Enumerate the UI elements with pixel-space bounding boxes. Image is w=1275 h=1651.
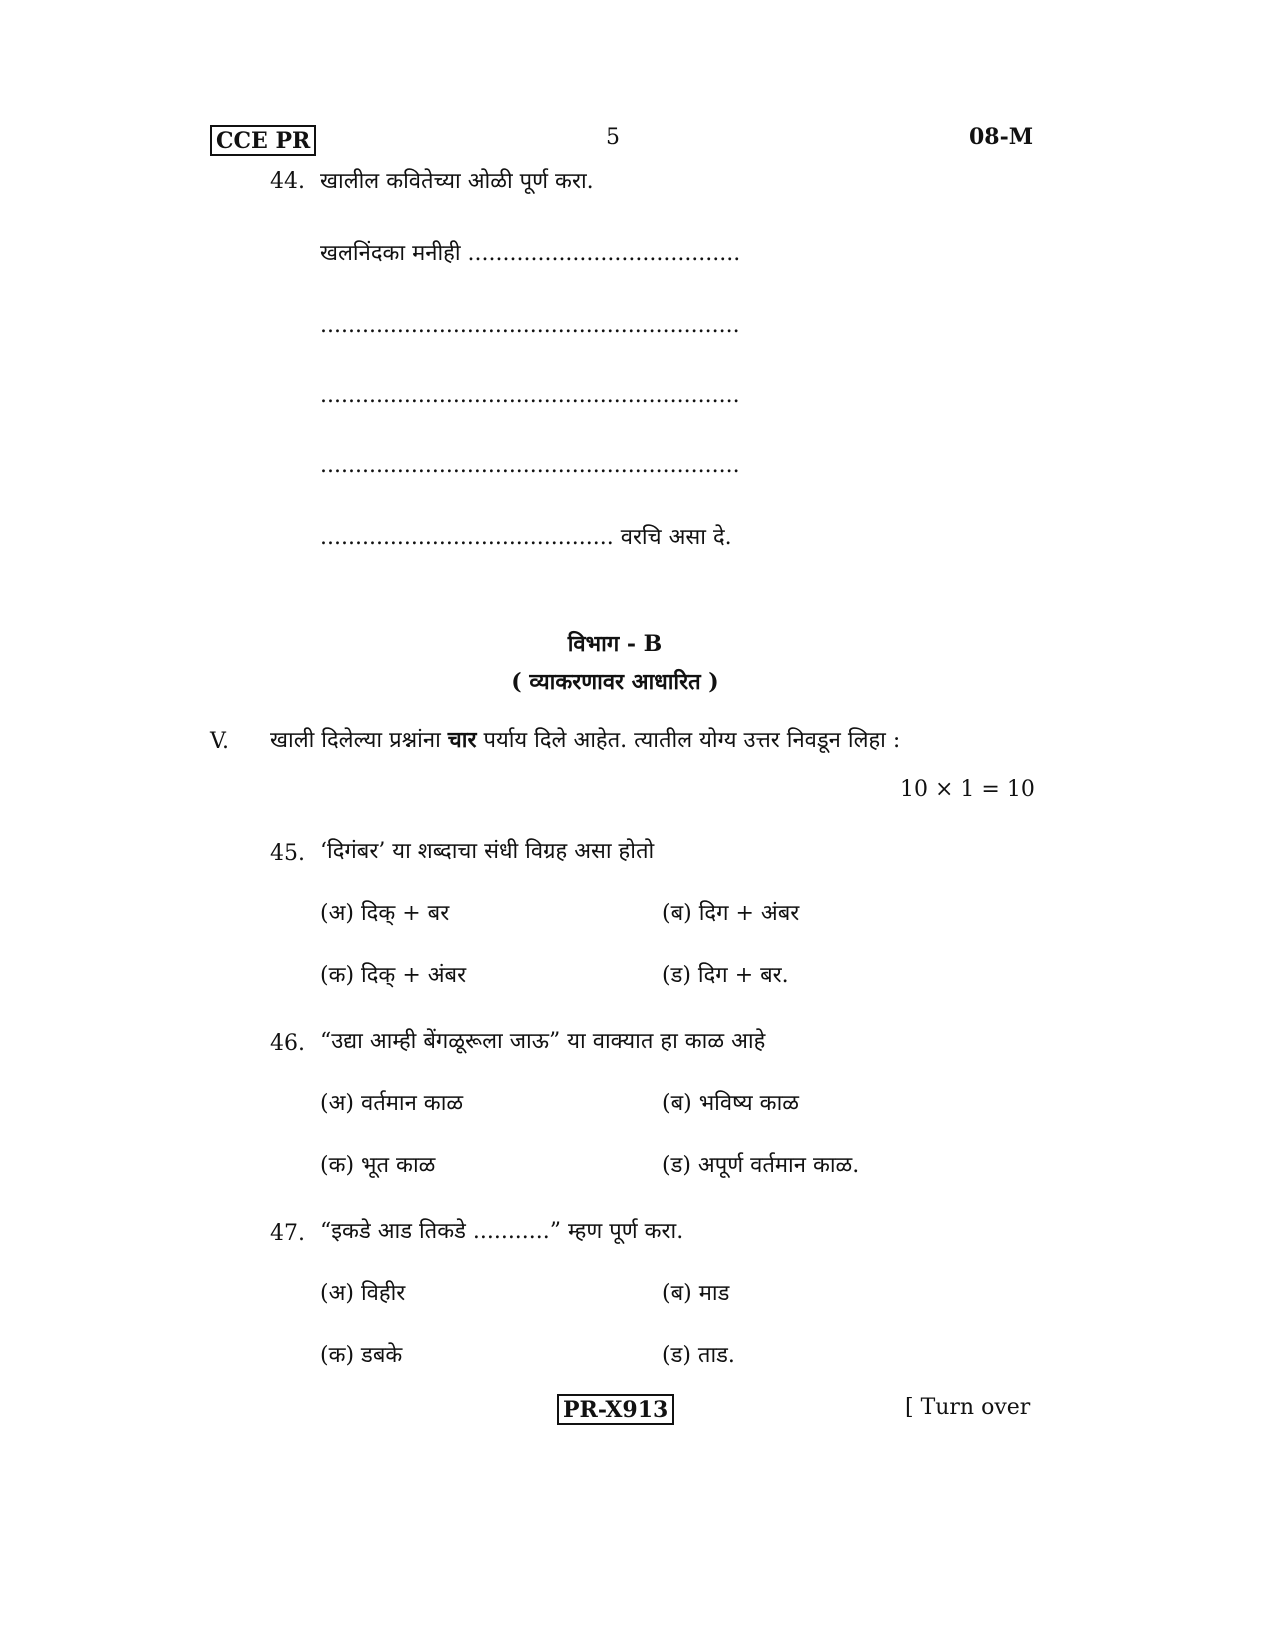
q44-prompt: खालील कवितेच्या ओळी पूर्ण करा. bbox=[320, 169, 594, 194]
instruction-bold-word: चार bbox=[447, 727, 477, 753]
q45-option-a: (अ) दिक् + बर bbox=[320, 901, 450, 926]
instruction-text-start: खाली दिलेल्या प्रश्नांना bbox=[270, 728, 448, 753]
q44-line-5: .......................................... वरचि असा दे. bbox=[320, 525, 732, 550]
q47-text: “इकडे आड तिकडे ...........” म्हण पूर्ण करा. bbox=[320, 1219, 684, 1244]
q46-text: “उद्या आम्ही बेंगळूरूला जाऊ” या वाक्यात हा काळ आहे bbox=[320, 1029, 766, 1054]
section-title: विभाग - B bbox=[567, 631, 663, 657]
q46-option-b: (ब) भविष्य काळ bbox=[662, 1091, 799, 1116]
q47-option-a: (अ) विहीर bbox=[320, 1281, 406, 1306]
q45-option-d: (ड) दिग + बर. bbox=[662, 963, 789, 988]
q45-text: ‘दिगंबर’ या शब्दाचा संधी विग्रह असा होतो bbox=[320, 839, 655, 864]
q46-option-d: (ड) अपूर्ण वर्तमान काळ. bbox=[662, 1153, 860, 1178]
q45-option-b: (ब) दिग + अंबर bbox=[662, 901, 800, 926]
q47-number: 47. bbox=[270, 1221, 305, 1246]
q47-option-c: (क) डबके bbox=[320, 1343, 403, 1368]
q44-line-3: ............................................................ bbox=[320, 383, 740, 408]
part-roman-numeral: V. bbox=[210, 729, 230, 754]
paper-code-left: CCE PR bbox=[210, 125, 316, 156]
q46-option-a: (अ) वर्तमान काळ bbox=[320, 1091, 464, 1116]
page-number: 5 bbox=[606, 125, 620, 150]
q47-option-d: (ड) ताड. bbox=[662, 1343, 735, 1368]
paper-code-right: 08-M bbox=[969, 124, 1034, 150]
q44-line-4: ............................................................ bbox=[320, 453, 740, 478]
q46-option-c: (क) भूत काळ bbox=[320, 1153, 436, 1178]
q44-line-1: खलनिंदका मनीही ....................................... bbox=[320, 241, 741, 266]
q45-option-c: (क) दिक् + अंबर bbox=[320, 963, 467, 988]
part-instruction bbox=[270, 726, 900, 755]
turn-over-note: [ Turn over bbox=[905, 1395, 1031, 1420]
q46-number: 46. bbox=[270, 1031, 305, 1056]
q47-option-b: (ब) माड bbox=[662, 1281, 730, 1306]
q45-number: 45. bbox=[270, 841, 305, 866]
q44-line-2: ............................................................ bbox=[320, 313, 740, 338]
marks-allocation: 10 × 1 = 10 bbox=[900, 777, 1035, 802]
q44-number: 44. bbox=[270, 169, 305, 194]
footer-paper-code: PR-X913 bbox=[557, 1394, 674, 1425]
section-subtitle: ( व्याकरणावर आधारित ) bbox=[511, 669, 719, 695]
instruction-text-end: पर्याय दिले आहेत. त्यातील योग्य उत्तर निवडून लिहा : bbox=[476, 728, 901, 753]
